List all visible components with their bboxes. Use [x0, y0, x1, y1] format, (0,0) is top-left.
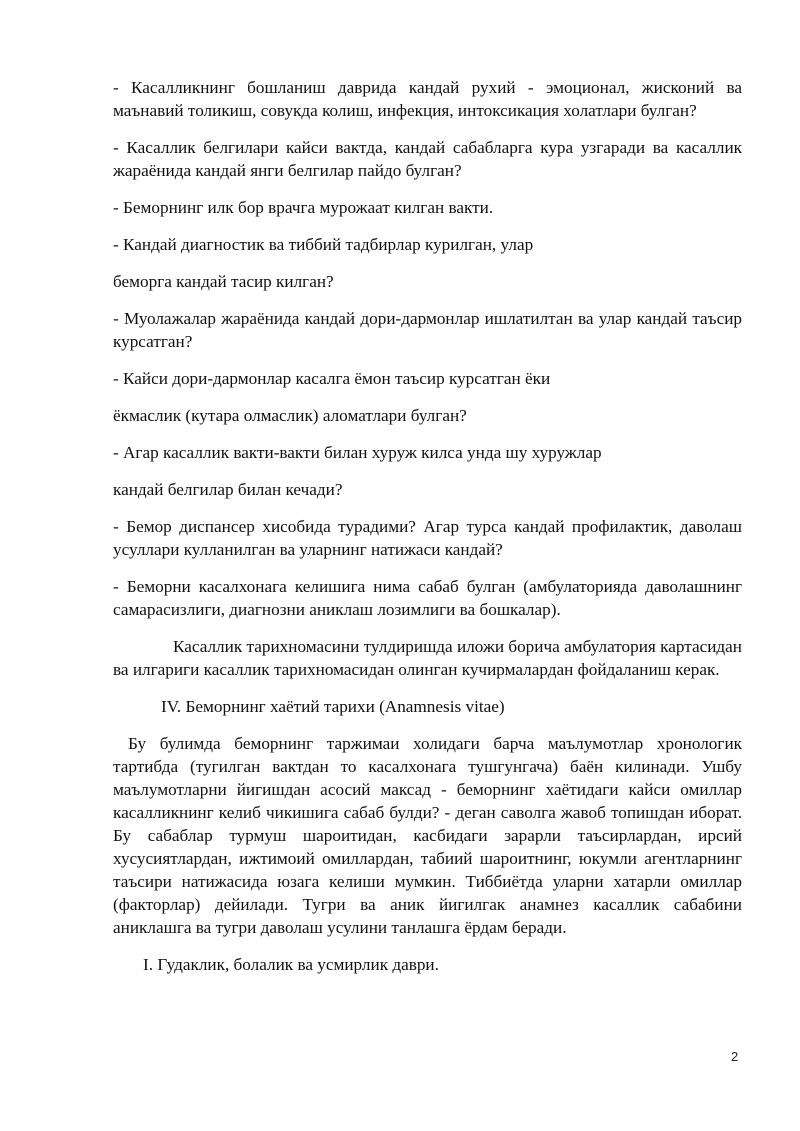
- question-paragraph: - Муолажалар жараёнида кандай дори-дармонлар ишлатилтан ва улар кандай таъсир курсатган?: [113, 309, 742, 351]
- question-paragraph: - Касалликнинг бошланиш даврида кандай рухий - эмоционал, жисконий ва маънавий толикиш, совукда колиш, инфекция, интоксикация холатлари булган?: [113, 78, 742, 120]
- subsection-heading: I. Гудаклик, болалик ва усмирлик даври.: [143, 955, 439, 974]
- question-paragraph: - Кандай диагностик ва тиббий тадбирлар курилган, улар: [113, 235, 534, 254]
- question-paragraph: беморга кандай тасир килган?: [113, 272, 334, 291]
- question-paragraph: ёкмаслик (кутара олмаслик) аломатлари булган?: [113, 406, 467, 425]
- question-paragraph: - Агар касаллик вакти-вакти билан хуруж килса унда шу хуружлар: [113, 443, 602, 462]
- question-paragraph: - Беморни касалхонага келишига нима сабаб булган (амбулаторияда даволашнинг самарасизлиги, диагнозни аниклаш лозимлиги ва бошкалар).: [113, 577, 742, 619]
- question-paragraph: - Касаллик белгилари кайси вактда, кандай сабабларга кура узгаради ва касаллик жараёнида кандай янги белгилар пайдо булган?: [113, 138, 742, 180]
- page-number: 2: [731, 1049, 739, 1064]
- question-paragraph: кандай белгилар билан кечади?: [113, 480, 343, 499]
- question-paragraph: - Беморнинг илк бор врачга мурожаат килган вакти.: [113, 198, 494, 217]
- question-paragraph: - Бемор диспансер хисобида турадими? Агар турса кандай профилактик, даволаш усуллари кулланилган ва уларнинг натижаси кандай?: [113, 517, 742, 559]
- document-page: [113, 76, 742, 990]
- section-heading: IV. Беморнинг хаётий тарихи (Anamnesis vitae): [161, 697, 505, 716]
- question-paragraph: - Кайси дори-дармонлар касалга ёмон таъсир курсатган ёки: [113, 369, 551, 388]
- note-paragraph: Касаллик тарихномасини тулдиришда иложи борича амбулатория картасидан ва илгариги касаллик тарихномасидан олинган кучирмалардан фойдаланиш керак.: [113, 637, 742, 679]
- section-paragraph: Бу булимда беморнинг таржимаи холидаги барча маълумотлар хронологик тартибда (тугилган вактдан то касалхонага тушгунгача) баён килинади. Ушбу маълумотларни йигишдан асосий максад - беморнинг хаётидаги кайси омиллар касалликнинг келиб чикишига сабаб булди? - деган саволга жавоб топишдан иборат. Бу сабаблар турмуш шароитидан, касбидаги зарарли таъсирлардан, ирсий хусусиятлардан, ижтимоий омиллардан, табиий шароитнинг, юкумли агентларнинг таъсири натижасида юзага келиши мумкин. Тиббиётда уларни хатарли омиллар (факторлар) дейилади. Тугри ва аник йигилгак анамнез касаллик сабабини аниклашга ва тугри даволаш усулини танлашга ёрдам беради.: [113, 734, 742, 937]
